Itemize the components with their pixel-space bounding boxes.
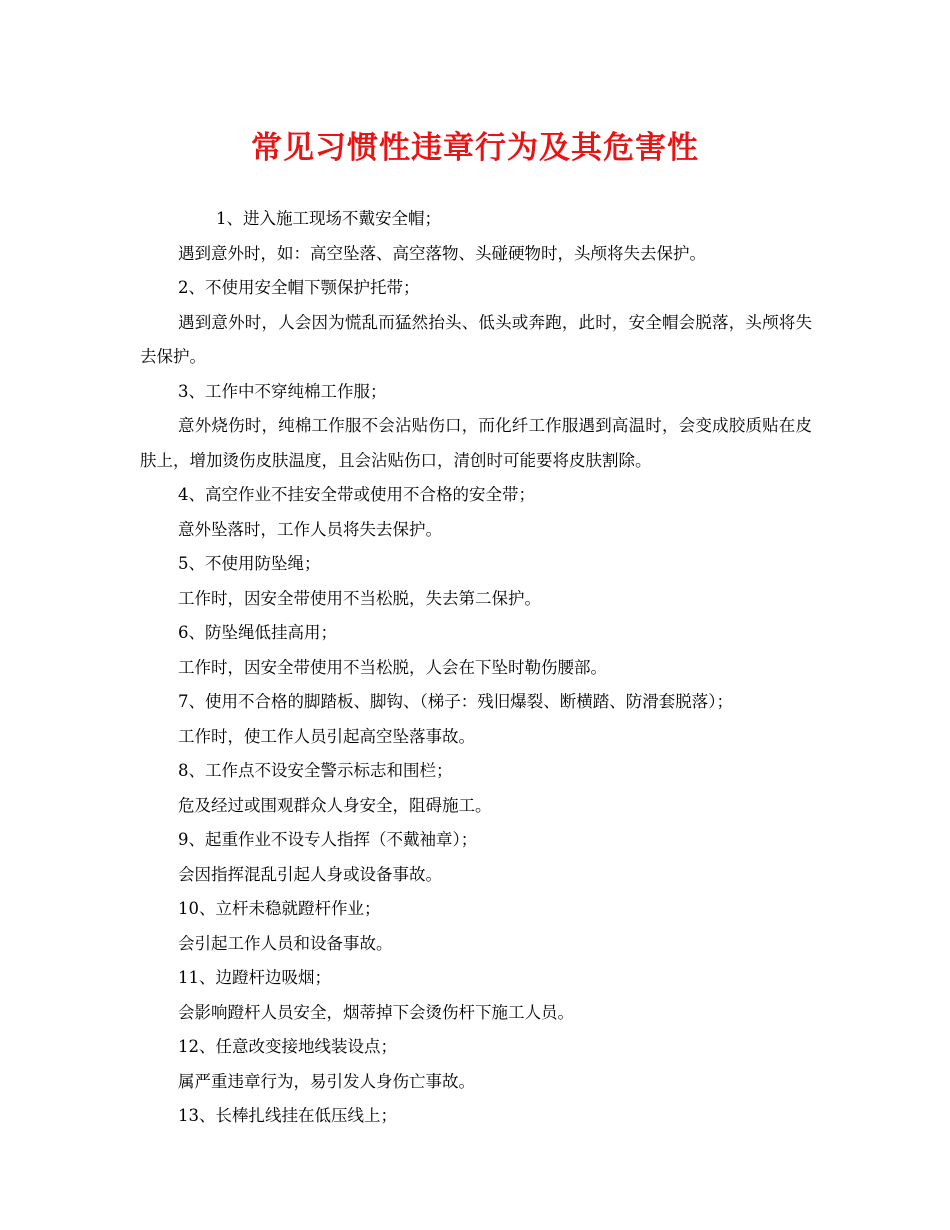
paragraph: 8、工作点不设安全警示标志和围栏； xyxy=(178,761,453,780)
paragraph: 5、不使用防坠绳； xyxy=(178,554,321,573)
paragraph: 1、进入施工现场不戴安全帽； xyxy=(216,209,441,228)
paragraph: 危及经过或围观群众人身安全，阻碍施工。 xyxy=(178,795,492,815)
paragraph: 2、不使用安全帽下颚保护托带； xyxy=(178,278,420,297)
paragraph: 12、任意改变接地线装设点； xyxy=(178,1037,397,1056)
paragraph: 属严重违章行为，易引发人身伤亡事故。 xyxy=(178,1071,475,1091)
paragraph: 10、立杆未稳就蹬杆作业； xyxy=(178,899,381,918)
paragraph: 工作时，因安全带使用不当松脱，人会在下坠时勒伤腰部。 xyxy=(178,657,607,677)
paragraph: 工作时，使工作人员引起高空坠落事故。 xyxy=(178,726,475,746)
paragraph: 4、高空作业不挂安全带或使用不合格的安全带； xyxy=(178,485,535,504)
paragraph: 7、使用不合格的脚踏板、脚钩、（梯子：残旧爆裂、断横踏、防滑套脱落）； xyxy=(178,692,733,711)
paragraph: 遇到意外时，如：高空坠落、高空落物、头碰硬物时，头颅将失去保护。 xyxy=(178,243,706,263)
paragraph: 会引起工作人员和设备事故。 xyxy=(178,933,393,953)
paragraph: 3、工作中不穿纯棉工作服； xyxy=(178,381,387,401)
document-title: 常见习惯性违章行为及其危害性 xyxy=(251,130,699,166)
paragraph: 遇到意外时，人会因为慌乱而猛然抬头、低头或奔跑，此时，安全帽会脱落，头颅将失去保护。 xyxy=(140,312,812,366)
paragraph: 会影响蹬杆人员安全，烟蒂掉下会烫伤杆下施工人员。 xyxy=(178,1002,574,1022)
document-body xyxy=(140,202,812,1134)
paragraph: 6、防坠绳低挂高用； xyxy=(178,623,337,642)
paragraph: 会因指挥混乱引起人身或设备事故。 xyxy=(178,864,442,884)
paragraph: 9、起重作业不设专人指挥（不戴袖章）； xyxy=(178,830,478,849)
paragraph: 11、边蹬杆边吸烟； xyxy=(178,968,331,987)
paragraph: 意外烧伤时，纯棉工作服不会沾贴伤口，而化纤工作服遇到高温时，会变成胶质贴在皮肤上，增加烫伤皮肤温度，且会沾贴伤口，清创时可能要将皮肤割除。 xyxy=(140,416,812,470)
paragraph: 工作时，因安全带使用不当松脱，失去第二保护。 xyxy=(178,588,541,608)
paragraph: 13、长棒扎线挂在低压线上； xyxy=(178,1106,397,1125)
paragraph: 意外坠落时，工作人员将失去保护。 xyxy=(178,519,442,539)
